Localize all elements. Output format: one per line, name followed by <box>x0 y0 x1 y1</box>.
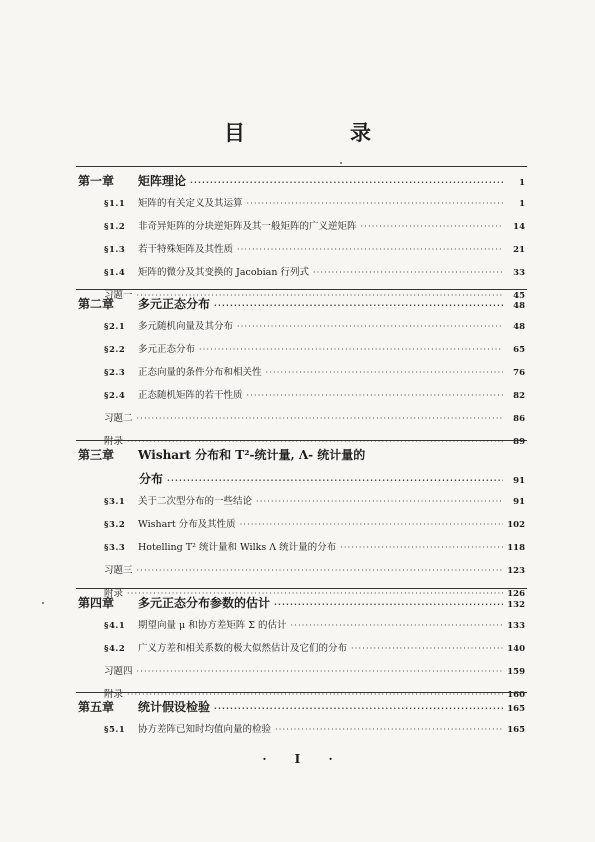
section-title: 关于二次型分布的一些结论 <box>138 496 253 507</box>
leader-dots <box>351 644 503 653</box>
page-ref: 126 <box>507 589 525 599</box>
page-ref: 133 <box>507 621 525 631</box>
page-ref: 76 <box>513 368 525 378</box>
page-ref: 160 <box>507 690 525 700</box>
page-ref: 1 <box>519 199 525 209</box>
chapter-number: 第五章 <box>78 700 115 714</box>
page-number: · I · <box>262 752 345 766</box>
page-ref: 14 <box>513 222 525 232</box>
leader-dots <box>137 566 503 575</box>
leader-dots <box>237 322 503 331</box>
chapter-heading-continued <box>139 470 525 487</box>
leader-dots <box>199 345 503 354</box>
section-title: 多元正态分布 <box>138 344 196 355</box>
page-ref: 91 <box>513 497 525 507</box>
page-ref: 48 <box>513 322 525 332</box>
chapter-title: 统计假设检验 <box>138 700 211 714</box>
section-number: §4.1 <box>104 621 126 631</box>
section-title: 期望向量 μ 和协方差矩阵 Σ 的估计 <box>138 620 287 631</box>
section-number: §4.2 <box>104 644 126 654</box>
section-entry <box>104 341 525 355</box>
section-entry <box>104 364 525 378</box>
section-entry <box>104 387 525 401</box>
page-ref: 1 <box>519 178 525 188</box>
section-number: §3.1 <box>104 497 126 507</box>
leader-dots <box>237 245 503 254</box>
exercise-title: 习题一 <box>104 290 133 301</box>
section-title: 广义方差和相关系数的极大似然估计及它们的分布 <box>138 643 348 654</box>
chapter-heading <box>78 295 525 312</box>
section-number: §2.3 <box>104 368 126 378</box>
leader-dots <box>167 475 503 485</box>
chapter-number: 第四章 <box>78 596 115 610</box>
exercise-title: 习题四 <box>104 666 133 677</box>
chapter-title: 多元正态分布参数的估计 <box>138 596 271 610</box>
leader-dots <box>313 268 503 277</box>
section-entry <box>104 539 525 553</box>
section-entry <box>104 721 525 735</box>
leader-dots <box>190 177 503 187</box>
section-number: §1.2 <box>104 222 126 232</box>
exercise-title: 附录 <box>104 689 124 700</box>
leader-dots <box>247 199 503 208</box>
section-title: 矩阵的有关定义及其运算 <box>138 198 243 209</box>
section-number: §1.3 <box>104 245 126 255</box>
chapter-heading <box>78 446 525 463</box>
section-title: Wishart 分布及其性质 <box>138 519 236 530</box>
section-entry <box>104 640 525 654</box>
section-number: §3.3 <box>104 543 126 553</box>
page-ref: 118 <box>507 543 525 553</box>
leader-dots <box>340 543 503 552</box>
page-ref: 21 <box>513 245 525 255</box>
chapter-heading <box>78 594 525 611</box>
section-number: §2.2 <box>104 345 126 355</box>
page-ref: 86 <box>513 414 525 424</box>
exercise-entry <box>104 562 525 576</box>
exercise-entry <box>104 410 525 424</box>
leader-dots <box>247 391 503 400</box>
section-title: 矩阵的微分及其变换的 Jacobian 行列式 <box>138 267 309 278</box>
chapter-title-continued: 分布 <box>139 472 164 486</box>
exercise-title: 习题二 <box>104 413 133 424</box>
section-number: §1.1 <box>104 199 126 209</box>
section-number: §2.1 <box>104 322 126 332</box>
page-ref: 65 <box>513 345 525 355</box>
exercise-title: 附录 <box>104 588 124 599</box>
leader-dots <box>275 725 503 734</box>
section-title: 正态向量的条件分布和相关性 <box>138 367 262 378</box>
chapter-number: 第一章 <box>78 174 115 188</box>
page-ref: 48 <box>513 301 525 311</box>
section-number: §1.4 <box>104 268 126 278</box>
toc-title: 目 录 <box>224 120 413 145</box>
chapter-number: 第二章 <box>78 297 115 311</box>
chapter-rule <box>76 692 527 693</box>
section-title: 若干特殊矩阵及其性质 <box>138 244 234 255</box>
section-entry <box>104 617 525 631</box>
page-ref: 91 <box>513 476 525 486</box>
section-title: 协方差阵已知时均值向量的检验 <box>138 724 272 735</box>
leader-dots <box>127 437 503 446</box>
section-number: §2.4 <box>104 391 126 401</box>
page-ref: 165 <box>507 704 525 714</box>
leader-dots <box>274 599 503 609</box>
section-title: 正态随机矩阵的若干性质 <box>138 390 243 401</box>
page-ref: 89 <box>513 437 525 447</box>
exercise-title: 附录 <box>104 436 124 447</box>
page-ref: 82 <box>513 391 525 401</box>
page-ref: 140 <box>507 644 525 654</box>
leader-dots <box>214 703 503 713</box>
page-ref: 132 <box>507 600 525 610</box>
leader-dots <box>137 414 503 423</box>
scan-speck <box>340 162 342 164</box>
scan-speck <box>42 602 44 604</box>
section-entry <box>104 318 525 332</box>
section-entry <box>104 493 525 507</box>
chapter-rule <box>76 440 527 441</box>
section-number: §5.1 <box>104 725 126 735</box>
leader-dots <box>137 667 503 676</box>
chapter-title: 多元正态分布 <box>138 297 211 311</box>
chapter-number: 第三章 <box>78 448 115 462</box>
section-entry <box>104 241 525 255</box>
section-title: 非奇异矩阵的分块逆矩阵及其一般矩阵的广义逆矩阵 <box>138 221 357 232</box>
section-title: Hotelling T² 统计量和 Wilks Λ 统计量的分布 <box>138 542 337 553</box>
section-number: §3.2 <box>104 520 126 530</box>
page-ref: 159 <box>507 667 525 677</box>
leader-dots <box>256 497 503 506</box>
chapter-title: Wishart 分布和 T²-统计量, Λ- 统计量的 <box>138 448 366 462</box>
section-entry <box>104 264 525 278</box>
page-ref: 123 <box>507 566 525 576</box>
chapter-title: 矩阵理论 <box>138 174 187 188</box>
section-entry <box>104 516 525 530</box>
exercise-title: 习题三 <box>104 565 133 576</box>
leader-dots <box>266 368 503 377</box>
page-ref: 45 <box>513 291 525 301</box>
page-ref: 165 <box>507 725 525 735</box>
chapter-rule <box>76 289 527 290</box>
section-title: 多元随机向量及其分布 <box>138 321 234 332</box>
chapter-heading <box>78 172 525 189</box>
exercise-entry <box>104 663 525 677</box>
leader-dots <box>240 520 503 529</box>
leader-dots <box>214 300 503 310</box>
leader-dots <box>290 621 503 630</box>
chapter-rule <box>76 166 527 167</box>
page-ref: 33 <box>513 268 525 278</box>
section-entry <box>104 195 525 209</box>
section-entry <box>104 218 525 232</box>
page-ref: 102 <box>507 520 525 530</box>
chapter-heading <box>78 698 525 715</box>
leader-dots <box>361 222 503 231</box>
chapter-rule <box>76 588 527 589</box>
